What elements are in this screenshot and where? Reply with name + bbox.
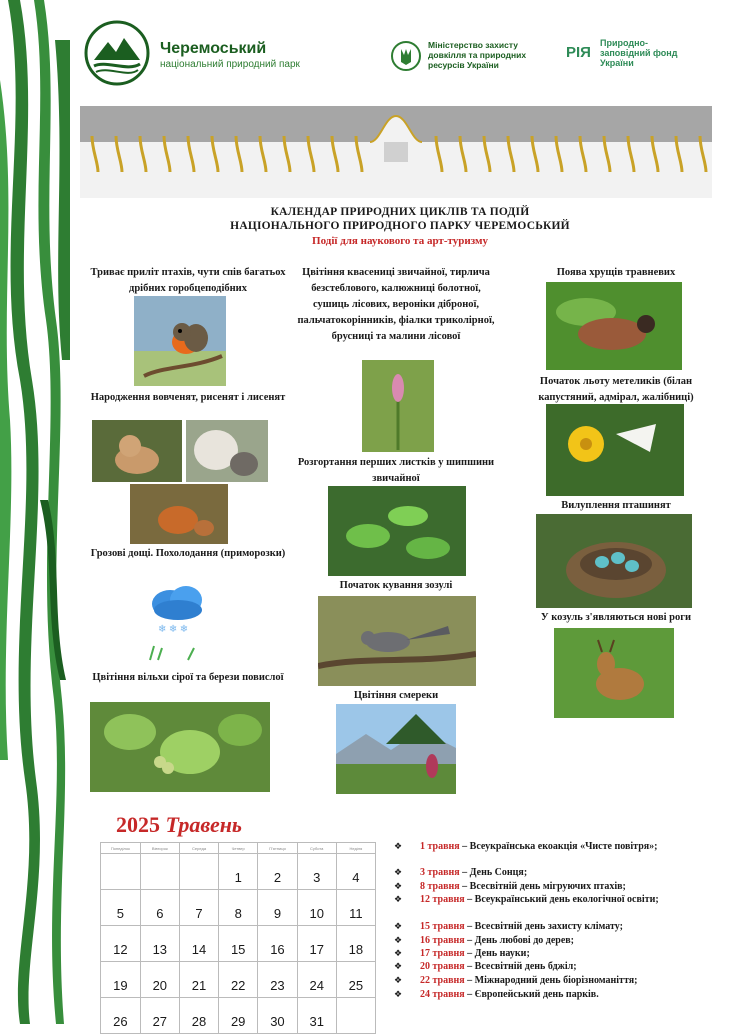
calendar-day: 1 xyxy=(219,854,258,890)
calendar-day: 28 xyxy=(179,998,218,1034)
calendar-day: 16 xyxy=(258,926,297,962)
bullet-icon: ❖ xyxy=(394,989,403,999)
pzf-name: Природно-заповідний фонд України xyxy=(600,38,678,68)
calendar-day: 14 xyxy=(179,926,218,962)
calendar-title-line1: КАЛЕНДАР ПРИРОДНИХ ЦИКЛІВ ТА ПОДІЙ xyxy=(270,206,530,218)
calendar-day: 2 xyxy=(258,854,297,890)
calendar-day: 19 xyxy=(101,962,141,998)
calendar-day: 30 xyxy=(258,998,297,1034)
holiday-item xyxy=(394,960,702,973)
holiday-description: – День науки; xyxy=(467,948,530,959)
holiday-description: – Всеукраїнська екоакція «Чисте повітря»; xyxy=(462,841,658,852)
calendar-day: 15 xyxy=(219,926,258,962)
holiday-date: 17 травня xyxy=(420,948,465,959)
bird-nest-image xyxy=(536,514,692,608)
calendar-day: 27 xyxy=(140,998,179,1034)
weekday-header: Четвер xyxy=(219,843,258,854)
month-calendar-grid xyxy=(100,842,376,1034)
bullet-icon: ❖ xyxy=(394,948,403,958)
event-roe: У козуль з'являються нові роги xyxy=(540,612,692,623)
roe-deer-image xyxy=(554,628,674,718)
holiday-item xyxy=(394,920,702,933)
holiday-description: – Всесвітній день захисту клімату; xyxy=(467,921,623,932)
ministry-emblem-icon xyxy=(390,40,422,72)
weekday-header: Середа xyxy=(179,843,218,854)
park-logo-icon xyxy=(84,20,150,86)
calendar-day: 18 xyxy=(336,926,375,962)
event-birds: Триває приліт птахів, чути спів багатьох дрібних горобцеподібних xyxy=(90,267,286,294)
bullet-icon: ❖ xyxy=(394,961,403,971)
calendar-day: 29 xyxy=(219,998,258,1034)
calendar-week xyxy=(101,890,376,926)
calendar-day xyxy=(140,854,179,890)
holiday-item xyxy=(394,934,702,947)
holiday-item xyxy=(394,974,702,987)
calendar-week xyxy=(101,926,376,962)
holiday-item xyxy=(394,947,702,960)
rosehip-leaves-image xyxy=(328,486,466,576)
holiday-description: – Всесвітній день бджіл; xyxy=(467,961,577,972)
holiday-date: 22 травня xyxy=(420,975,465,986)
holiday-date: 8 травня xyxy=(420,881,460,892)
calendar-day: 23 xyxy=(258,962,297,998)
holiday-date: 1 травня xyxy=(420,841,460,852)
holiday-description: – Всесвітній день мігруючих птахів; xyxy=(462,881,626,892)
event-spruce: Цвітіння смереки xyxy=(353,690,439,701)
bullet-icon: ❖ xyxy=(394,894,403,904)
bullet-icon: ❖ xyxy=(394,935,403,945)
holiday-item xyxy=(394,840,702,853)
holiday-description: – День любові до дерев; xyxy=(467,935,574,946)
bullet-icon: ❖ xyxy=(394,881,403,891)
wolf-pups-image xyxy=(186,420,268,482)
event-cuckoo: Початок кування зозулі xyxy=(339,580,453,591)
holiday-date: 12 травня xyxy=(420,894,465,905)
holiday-date: 15 травня xyxy=(420,921,465,932)
calendar-day: 26 xyxy=(101,998,141,1034)
calendar-day: 4 xyxy=(336,854,375,890)
lynx-kitten-image xyxy=(92,420,182,482)
bullet-icon: ❖ xyxy=(394,921,403,931)
holiday-item xyxy=(394,866,702,879)
calendar-day: 22 xyxy=(219,962,258,998)
decorative-stripes xyxy=(0,0,70,1024)
pzf-logo-icon: РІЯ xyxy=(566,44,591,61)
weekday-header: Субота xyxy=(297,843,336,854)
robin-image xyxy=(134,296,226,386)
bullet-icon: ❖ xyxy=(394,841,403,851)
calendar-day: 21 xyxy=(179,962,218,998)
butterfly-image xyxy=(546,404,684,496)
event-flowers: Цвітіння квасениці звичайної, тирлича безстеблового, калюжниці болотної, сушиць лісових, вероніки діброної, пальчатокорінників, фіалки триколірної, брусниці та малини лісової xyxy=(297,267,495,342)
calendar-day xyxy=(101,854,141,890)
ministry-name: Міністерство захисту довкілля та природних ресурсів України xyxy=(428,40,527,70)
event-beetles: Поява хрущів травневих xyxy=(556,267,676,278)
holiday-item xyxy=(394,880,702,893)
fox-cubs-image xyxy=(130,484,228,544)
storm-cloud-icon xyxy=(140,582,220,664)
calendar-week xyxy=(101,998,376,1034)
holiday-item xyxy=(394,893,702,906)
calendar-day: 13 xyxy=(140,926,179,962)
event-storms: Грозові дощі. Похолодання (приморозки) xyxy=(90,548,286,559)
event-butterflies: Початок льоту метеликів (білан капустяний, адмірал, жалібниці) xyxy=(538,376,694,403)
weekday-header: Неділя xyxy=(336,843,375,854)
calendar-day xyxy=(179,854,218,890)
park-subtitle: національний природний парк xyxy=(160,59,300,70)
month-heading xyxy=(116,812,242,838)
holiday-date: 20 травня xyxy=(420,961,465,972)
holiday-item xyxy=(394,988,702,1001)
weekday-header: П'ятниця xyxy=(258,843,297,854)
park-name: Черемоський xyxy=(160,40,267,57)
calendar-day: 6 xyxy=(140,890,179,926)
bullet-icon: ❖ xyxy=(394,975,403,985)
calendar-week xyxy=(101,854,376,890)
calendar-subtitle: Події для наукового та арт-туризму xyxy=(312,235,488,247)
calendar-day: 31 xyxy=(297,998,336,1034)
holiday-date: 3 травня xyxy=(420,867,460,878)
calendar-week xyxy=(101,962,376,998)
holiday-description: – Всеукраїнський день екологічної освіти; xyxy=(467,894,659,905)
weekday-header: Понеділок xyxy=(101,843,141,854)
event-rosehip: Розгортання перших листків у шипшини звичайної xyxy=(297,457,495,484)
calendar-day: 11 xyxy=(336,890,375,926)
calendar-day: 20 xyxy=(140,962,179,998)
event-cubs: Народження вовченят, рисенят і лисенят xyxy=(90,392,286,403)
event-alder: Цвітіння вільхи сірої та берези повислої xyxy=(92,672,284,683)
svg-text:❄ ❄ ❄: ❄ ❄ ❄ xyxy=(158,624,189,635)
calendar-day: 5 xyxy=(101,890,141,926)
calendar-day: 3 xyxy=(297,854,336,890)
calendar-day: 12 xyxy=(101,926,141,962)
calendar-day: 9 xyxy=(258,890,297,926)
holiday-description: – Міжнародний день біорізноманіття; xyxy=(467,975,638,986)
calendar-day: 8 xyxy=(219,890,258,926)
weekday-header: Вівторок xyxy=(140,843,179,854)
holiday-date: 24 травня xyxy=(420,989,465,1000)
calendar-day: 17 xyxy=(297,926,336,962)
alder-leaves-image xyxy=(90,702,270,792)
cockchafer-image xyxy=(546,282,682,370)
calendar-day: 10 xyxy=(297,890,336,926)
calendar-day xyxy=(336,998,375,1034)
holiday-date: 16 травня xyxy=(420,935,465,946)
calendar-binding xyxy=(80,106,712,198)
calendar-day: 7 xyxy=(179,890,218,926)
cuckoo-image xyxy=(318,596,476,686)
bullet-icon: ❖ xyxy=(394,867,403,877)
holiday-description: – День Сонця; xyxy=(462,867,528,878)
calendar-year: 2025 xyxy=(116,812,160,837)
calendar-title-line2: НАЦІОНАЛЬНОГО ПРИРОДНОГО ПАРКУ ЧЕРЕМОСЬКИЙ xyxy=(230,220,570,232)
holiday-description: – Європейський день парків. xyxy=(467,989,599,1000)
calendar-month: Травень xyxy=(165,812,242,837)
orchid-image xyxy=(362,360,434,452)
spruce-image xyxy=(336,704,456,794)
calendar-day: 25 xyxy=(336,962,375,998)
calendar-day: 24 xyxy=(297,962,336,998)
event-hatching: Вилуплення пташинят xyxy=(561,500,671,511)
